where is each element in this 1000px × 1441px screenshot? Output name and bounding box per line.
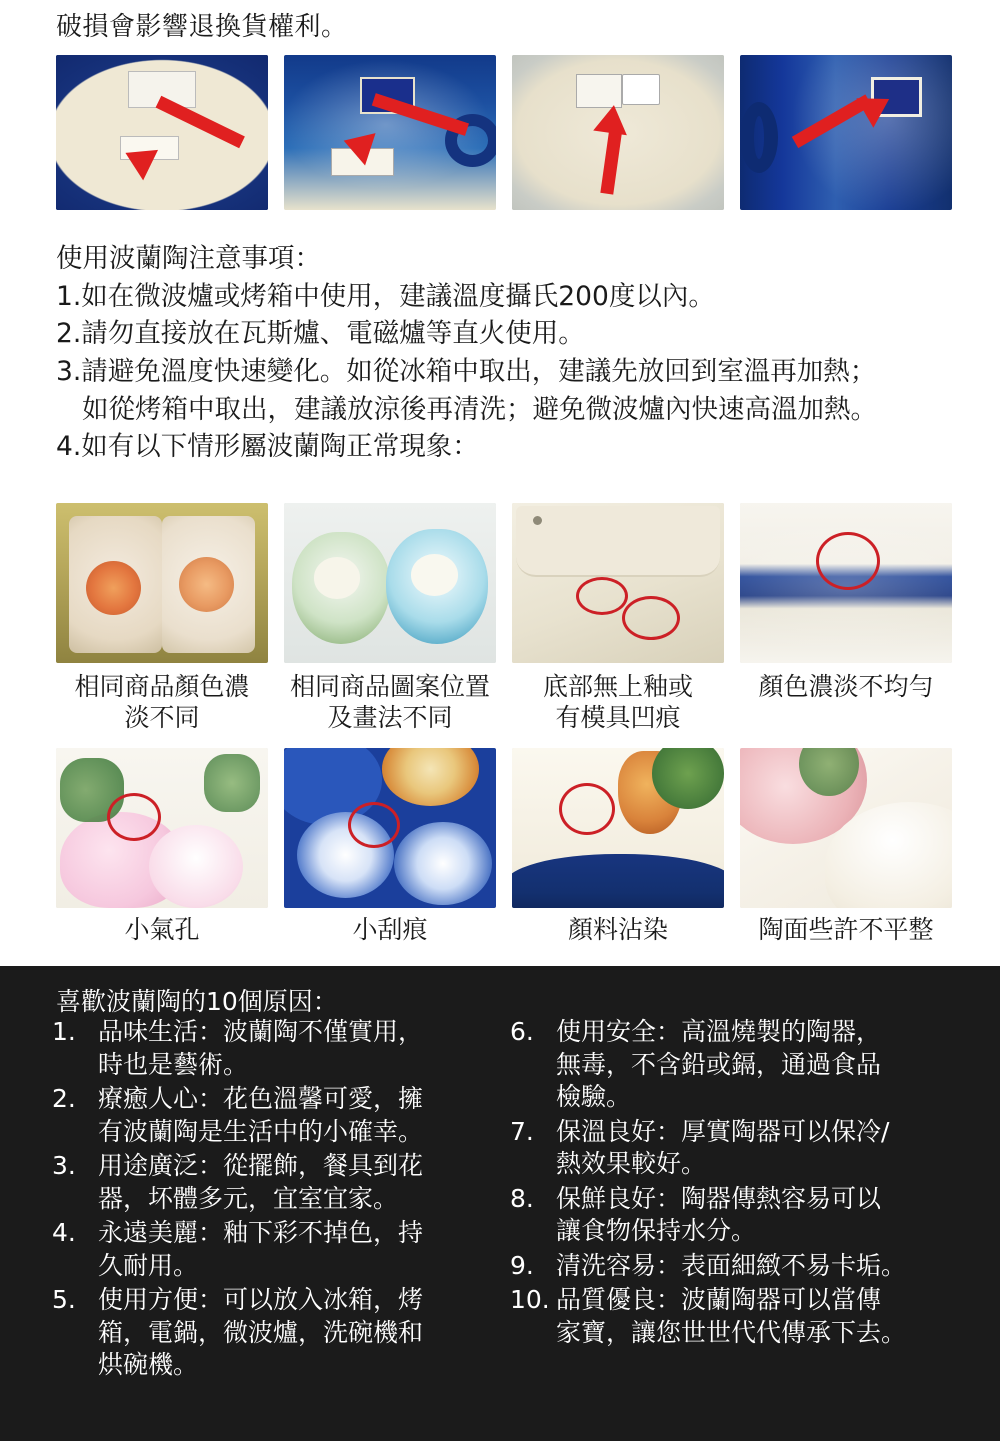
caption-small-scratch: 小刮痕 bbox=[352, 915, 428, 944]
reason-number: 5. bbox=[52, 1285, 76, 1314]
usage-note-line-3: 3.請避免溫度快速變化。如從冰箱中取出，建議先放回到室溫再加熱； bbox=[56, 355, 877, 387]
reason-number: 1. bbox=[52, 1017, 76, 1046]
photo-uneven-surface bbox=[740, 748, 952, 908]
reason-number: 6. bbox=[510, 1017, 534, 1046]
reason-text: 品味生活：波蘭陶不僅實用， 時也是藝術。 bbox=[98, 1017, 424, 1079]
caption-unglazed-bottom: 底部無上釉或 有模具凹痕 bbox=[542, 672, 693, 732]
reason-text: 用途廣泛：從擺飾，餐具到花 器，坏體多元，宜室宜家。 bbox=[98, 1151, 424, 1213]
reason-number: 3. bbox=[52, 1151, 76, 1180]
caption-small-pinhole: 小氣孔 bbox=[124, 915, 200, 944]
phenomena-captions-row-1 bbox=[56, 672, 952, 733]
reason-text: 清洗容易：表面細緻不易卡垢。 bbox=[556, 1250, 907, 1280]
photo-pigment-stain bbox=[512, 748, 724, 908]
reasons-column-right bbox=[510, 1016, 950, 1384]
reason-item-10 bbox=[510, 1284, 950, 1349]
photo-mug-side-label bbox=[740, 55, 952, 210]
reason-item-2 bbox=[52, 1083, 492, 1148]
red-circle-icon bbox=[348, 802, 400, 848]
reason-item-3 bbox=[52, 1150, 492, 1215]
caption-pigment-stain: 顏料沾染 bbox=[567, 915, 668, 944]
reason-item-5 bbox=[52, 1284, 492, 1382]
usage-note-line-2: 2.請勿直接放在瓦斯爐、電磁爐等直火使用。 bbox=[56, 318, 585, 350]
reason-item-4 bbox=[52, 1217, 492, 1282]
reasons-panel bbox=[0, 966, 1000, 1441]
reason-item-9 bbox=[510, 1250, 950, 1283]
reasons-title: 喜歡波蘭陶的10個原因： bbox=[56, 987, 338, 1016]
reason-item-7 bbox=[510, 1116, 950, 1181]
reason-text: 療癒人心：花色溫馨可愛，擁 有波蘭陶是生活中的小確幸。 bbox=[98, 1084, 424, 1146]
reason-item-1 bbox=[52, 1016, 492, 1081]
reason-number: 7. bbox=[510, 1116, 534, 1146]
caption-uneven-color: 顏色濃淡不均勻 bbox=[758, 672, 934, 701]
return-policy-note: 破損會影響退換貨權利。 bbox=[56, 12, 348, 42]
reason-number: 2. bbox=[52, 1084, 76, 1113]
reasons-columns bbox=[52, 1016, 952, 1384]
photo-small-pinhole bbox=[56, 748, 268, 908]
reason-text: 保鮮良好：陶器傳熱容易可以 讓食物保持水分。 bbox=[556, 1183, 882, 1245]
photo-mug-bottom-label bbox=[284, 55, 496, 210]
photo-plate-unglazed-bottom bbox=[512, 503, 724, 663]
photo-bowl-bottom-label bbox=[512, 55, 724, 210]
usage-notes bbox=[56, 240, 956, 466]
photo-two-spoons-pattern-difference bbox=[284, 503, 496, 663]
reason-text: 永遠美麗：釉下彩不掉色，持 久耐用。 bbox=[98, 1218, 424, 1280]
red-circle-icon bbox=[576, 577, 628, 615]
reason-number: 4. bbox=[52, 1218, 76, 1247]
red-arrow-head-icon bbox=[593, 102, 631, 134]
red-circle-icon bbox=[622, 596, 680, 640]
reason-number: 8. bbox=[510, 1183, 534, 1213]
reason-text: 使用方便：可以放入冰箱，烤 箱，電鍋，微波爐，洗碗機和 烘碗機。 bbox=[98, 1285, 424, 1379]
reason-item-8 bbox=[510, 1183, 950, 1248]
usage-note-line-1: 1.如在微波爐或烤箱中使用，建議溫度攝氏200度以內。 bbox=[56, 280, 715, 312]
red-circle-icon bbox=[559, 783, 615, 835]
reason-number: 9. bbox=[510, 1250, 534, 1280]
reason-item-6 bbox=[510, 1016, 950, 1114]
usage-notes-heading: 使用波蘭陶注意事項： bbox=[56, 243, 321, 274]
photo-oval-plate-bottom-label bbox=[56, 55, 268, 210]
usage-note-line-4: 4.如有以下情形屬波蘭陶正常現象： bbox=[56, 431, 479, 463]
usage-note-line-3-cont: 如從烤箱中取出，建議放涼後再清洗；避免微波爐內快速高溫加熱。 bbox=[82, 393, 877, 425]
photo-two-cups-color-difference bbox=[56, 503, 268, 663]
phenomena-captions-row-2 bbox=[56, 915, 952, 946]
phenomena-photo-row-2 bbox=[56, 748, 952, 908]
photo-rim-uneven-color bbox=[740, 503, 952, 663]
reason-text: 品質優良：波蘭陶器可以當傳 家寶，讓您世世代代傳承下去。 bbox=[556, 1285, 907, 1347]
reason-number: 10. bbox=[510, 1285, 550, 1314]
caption-color-difference: 相同商品顏色濃 淡不同 bbox=[74, 672, 250, 732]
red-circle-icon bbox=[107, 793, 161, 841]
reasons-column-left bbox=[52, 1016, 492, 1384]
label-photo-strip bbox=[56, 55, 952, 210]
caption-uneven-surface: 陶面些許不平整 bbox=[758, 915, 934, 944]
reason-text: 保溫良好：厚實陶器可以保冷/ 熱效果較好。 bbox=[556, 1116, 890, 1178]
red-circle-icon bbox=[816, 532, 880, 590]
caption-pattern-difference: 相同商品圖案位置 及畫法不同 bbox=[289, 672, 490, 732]
photo-small-scratch bbox=[284, 748, 496, 908]
reason-text: 使用安全：高溫燒製的陶器， 無毒，不含鉛或鎘，通過食品 檢驗。 bbox=[556, 1017, 882, 1111]
phenomena-photo-row-1 bbox=[56, 503, 952, 663]
